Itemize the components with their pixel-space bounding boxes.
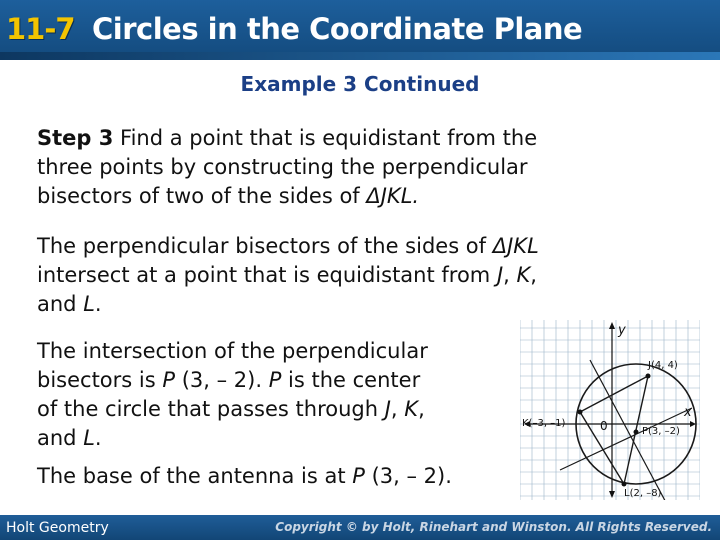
comma: , — [503, 263, 517, 287]
point-k-marker — [578, 410, 583, 415]
intersection-paragraph — [37, 337, 507, 453]
period: . — [94, 292, 102, 316]
example-subtitle: Example 3 Continued — [240, 72, 480, 96]
point-p-ref: P — [162, 368, 176, 392]
point-l-marker — [622, 482, 627, 487]
step3-paragraph — [37, 124, 677, 211]
para2-line3: and — [37, 292, 84, 316]
para4-text: The base of the antenna is at — [37, 464, 353, 488]
graph-background — [520, 320, 700, 500]
comma: , — [390, 397, 405, 421]
origin-label: 0 — [600, 419, 608, 433]
point-j-ref: J — [496, 263, 504, 287]
slide-footer — [0, 515, 720, 540]
graph-svg — [520, 320, 700, 500]
lesson-number: 11-7 — [6, 12, 75, 46]
point-l-label: L(2, –8) — [624, 488, 662, 499]
point-l-ref: L — [83, 426, 95, 450]
point-j-marker — [646, 374, 651, 379]
step-label: Step 3 — [37, 126, 114, 150]
slide-header — [0, 0, 720, 60]
point-l-ref: L — [83, 292, 95, 316]
point-p-label: P(3, –2) — [642, 426, 680, 437]
point-j-ref: J — [384, 397, 391, 421]
header-strip — [0, 52, 720, 60]
point-p-marker — [634, 430, 639, 435]
antenna-paragraph — [37, 462, 517, 491]
period: . — [94, 426, 102, 450]
step3-line1: Find a point that is equidistant from the — [113, 126, 538, 150]
para2-line1: The perpendicular bisectors of the sides of — [37, 234, 493, 258]
footer-course-name: Holt Geometry — [6, 520, 109, 536]
step3-line3: bisectors of two of the sides of — [37, 184, 367, 208]
footer-copyright: Copyright © by Holt, Rinehart and Winston. All Rights Reserved. — [275, 520, 712, 534]
triangle-name: ΔJKL. — [366, 184, 420, 208]
para3-line4a: and — [37, 426, 84, 450]
para3-line2a: bisectors is — [37, 368, 163, 392]
bisectors-paragraph — [37, 232, 677, 319]
para3-line1: The intersection of the perpendicular — [37, 339, 428, 363]
point-j-label: J(4, 4) — [648, 360, 678, 371]
para2-line2: intersect at a point that is equidistant from — [37, 263, 497, 287]
para3-line3a: of the circle that passes through — [37, 397, 385, 421]
comma: , — [418, 397, 425, 421]
point-k-label: K(–3, –1) — [522, 418, 566, 429]
step3-line2: three points by constructing the perpendicular — [37, 155, 528, 179]
para4-coords: (3, – 2). — [364, 464, 452, 488]
para3-line2b: (3, – 2). — [175, 368, 269, 392]
point-p-ref: P — [352, 464, 365, 488]
point-k-ref: K — [404, 397, 419, 421]
triangle-name-2: ΔJKL — [492, 234, 539, 258]
y-axis-label: y — [618, 323, 626, 338]
point-p-ref: P — [268, 368, 282, 392]
coordinate-graph — [520, 320, 700, 500]
lesson-title: Circles in the Coordinate Plane — [92, 12, 583, 46]
x-axis-label: x — [684, 405, 692, 420]
point-k-ref: K — [516, 263, 531, 287]
comma: , — [530, 263, 537, 287]
para3-line2c: is the center — [281, 368, 421, 392]
